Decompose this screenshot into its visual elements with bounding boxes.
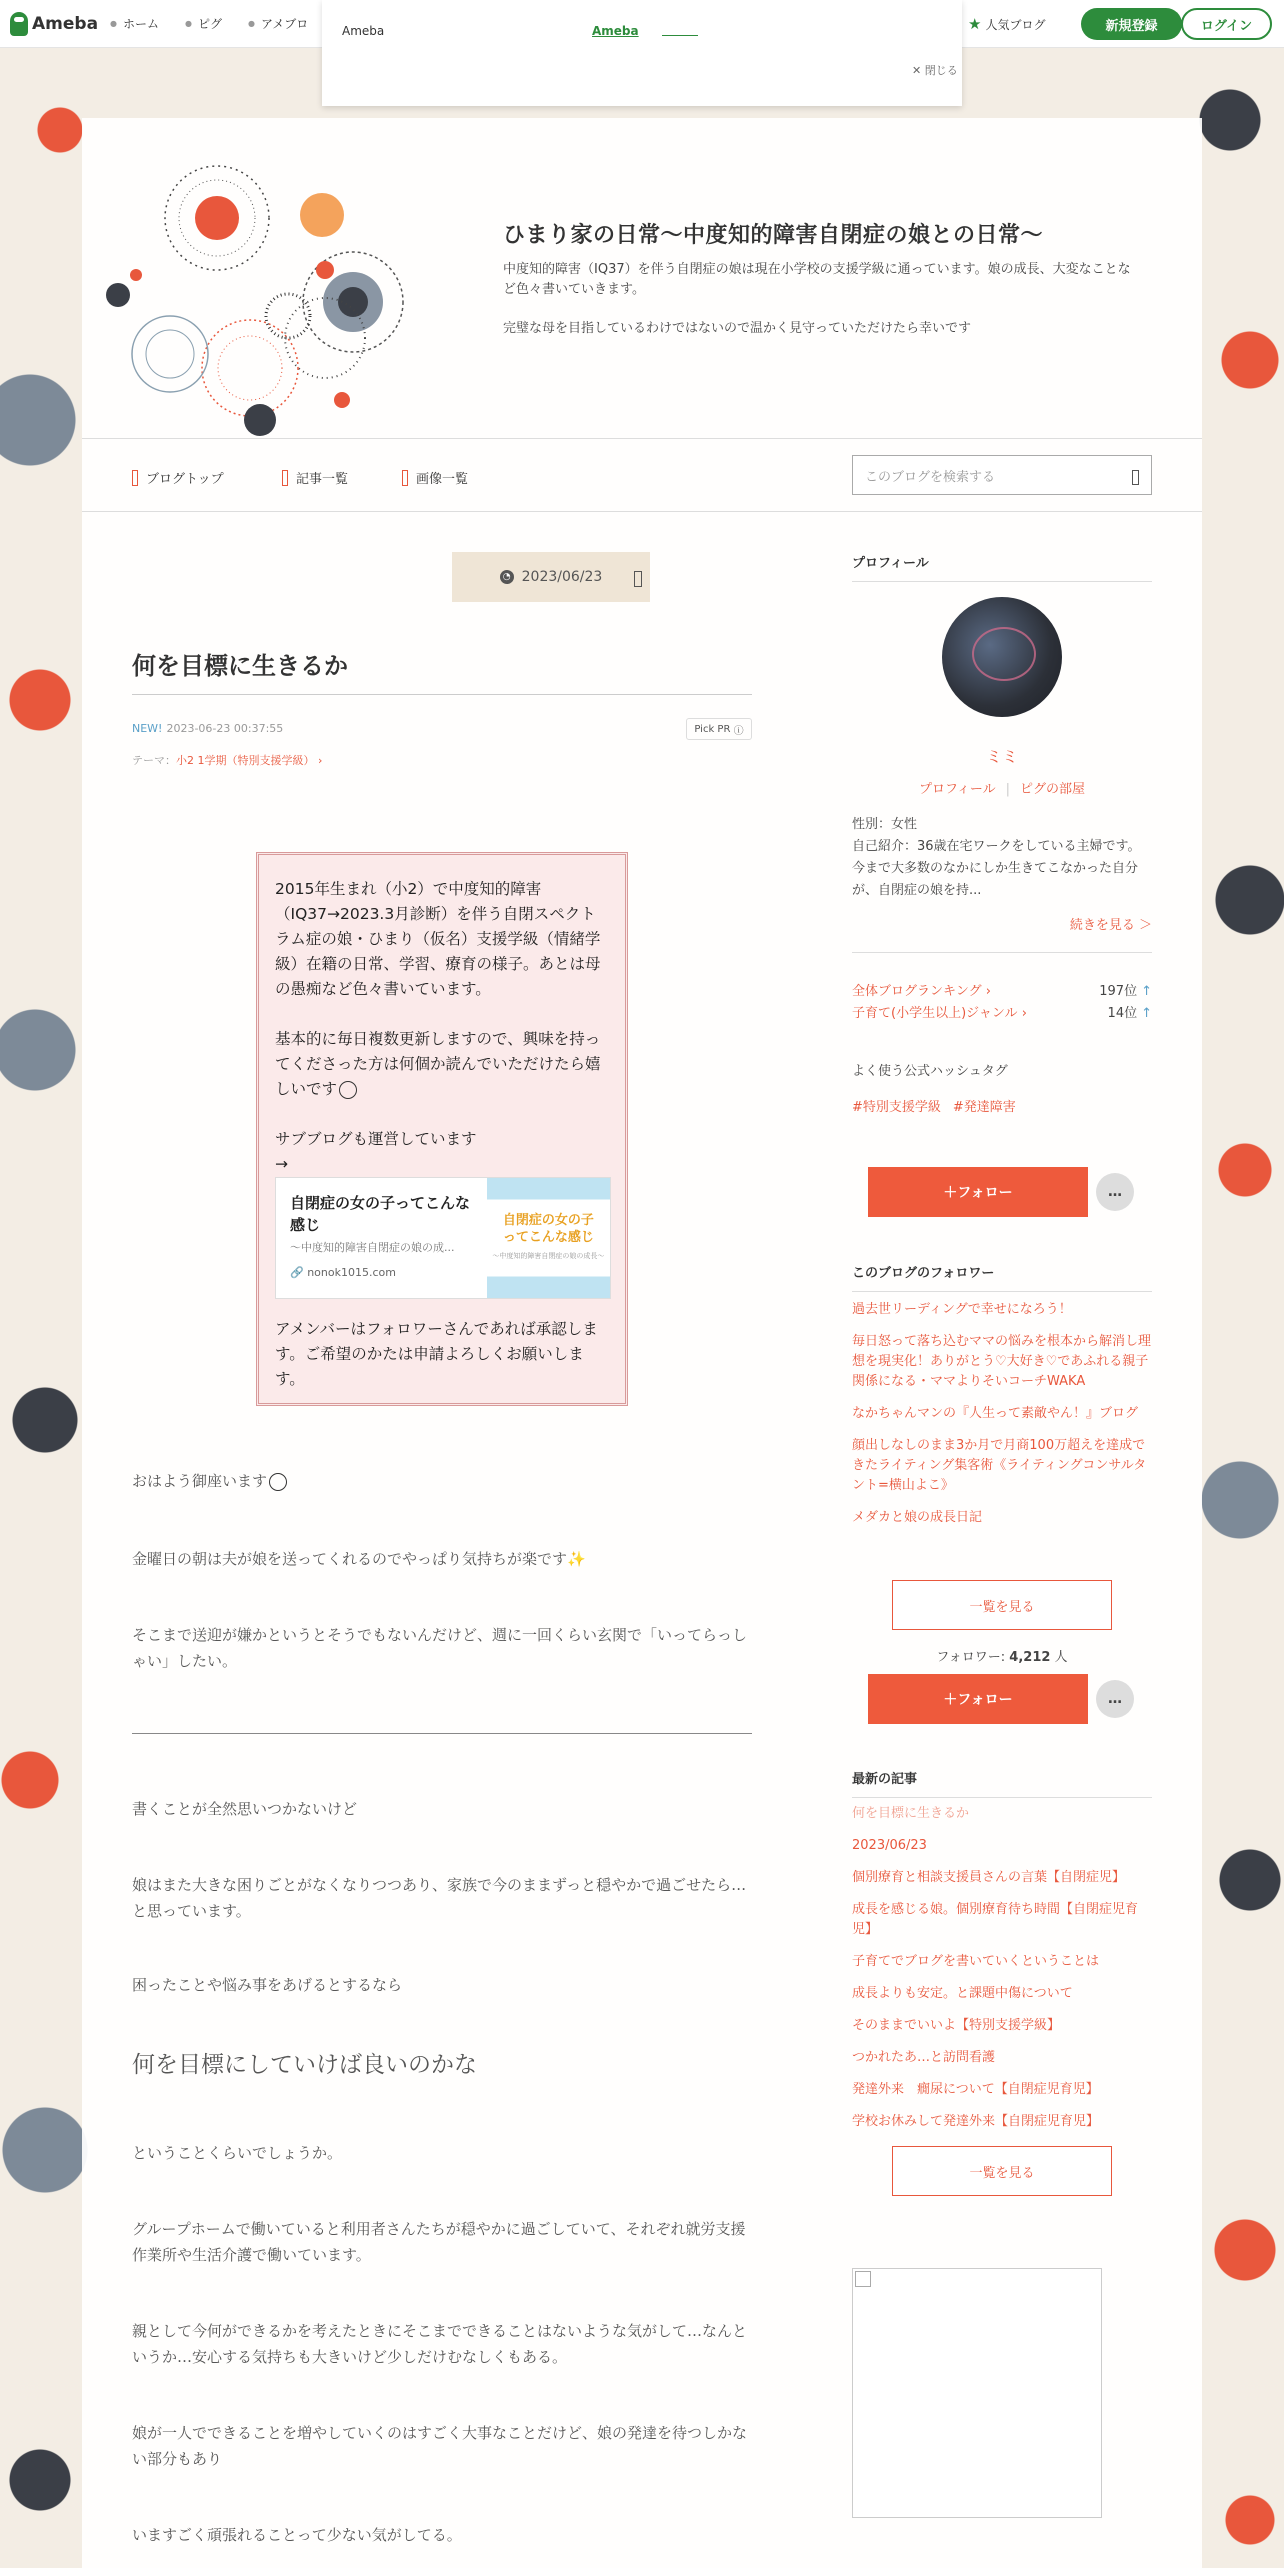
article-date: 2023/06/23 [521,569,603,585]
chevron-right-icon: › [318,754,323,767]
article-title[interactable]: 何を目標に生きるか [132,652,348,680]
card-site: 🔗 nonok1015.com [290,1266,396,1279]
ranking-label[interactable]: 全体ブログランキング › [852,984,991,999]
article-paragraph: いますごく頑張れることって少ない気がしてる。 [132,2526,462,2544]
latest-article-item[interactable]: 成長を感じる娘。個別療育待ち時間【自閉症児育児】 [852,1902,1139,1937]
profile-text [852,814,1152,902]
global-nav [110,15,334,32]
card-subtitle: 〜中度知的障害自閉症の娘の成... [290,1241,455,1254]
profile-more-link[interactable]: 続きを見る ＞ [1069,918,1152,933]
menu-icon [402,470,408,486]
ranking-label[interactable]: 子育て(小学生以上)ジャンル › [852,1006,1027,1021]
article-emphasis: 何を目標にしていけば良いのかな [132,2052,477,2078]
theme-label: テーマ： [132,754,176,767]
search-icon[interactable] [1132,470,1139,485]
follower-count: フォロワー: 4,212 人 [936,1650,1068,1665]
header-artwork [100,130,450,440]
ad-label: Ameba [342,24,385,38]
popular-blog-link[interactable]: ★ 人気ブログ [968,15,1046,33]
profile-nickname[interactable]: ミミ [985,747,1018,766]
star-icon: ★ [968,15,982,33]
sparkle-emoji-icon: ✨ [567,1550,586,1568]
blog-description-line-2: 完璧な母を目指しているわけではないので温かく見守っていただけたら幸いです [503,321,972,336]
arrow-up-icon: ↑ [1141,984,1152,999]
followers-list [852,1300,1152,1540]
menu-icon [132,470,138,486]
article-title-divider [132,694,752,695]
card-title: 自閉症の女の子ってこんな感じ [290,1194,471,1234]
nav-ameblo[interactable]: ● アメブロ [248,17,309,31]
blog-title[interactable]: ひまり家の日常〜中度知的障害自閉症の娘との日常〜 [503,223,1044,248]
search-placeholder: このブログを検索する [865,469,996,485]
ranking-value: 197位 ↑ [1099,984,1152,999]
article-paragraph: グループホームで働いていると利用者さんたちが穏やかに過ごしていて、それぞれ就労支援作業所や生活介護で働いています。 [132,2220,746,2264]
ranking-row[interactable] [852,980,1152,999]
see-all-articles-button[interactable]: 一覧を見る [892,2146,1112,2196]
nav-bullet-icon: ● [185,19,193,28]
latest-article-item[interactable]: つかれたあ…と訪問看護 [852,2050,996,2065]
link-divider: | [1005,782,1011,797]
article-timestamp: 2023-06-23 00:37:55 [166,722,284,735]
profile-link[interactable]: プロフィール [918,782,996,797]
article-date-box [452,552,650,602]
card-thumb-sub: 〜中度知的障害自閉症の娘の成長〜 [492,1251,605,1260]
ranking-value: 14位 ↑ [1107,1006,1152,1021]
profile-intro: 自己紹介：36歳在宅ワークをしている主婦です。今まで大多数のなかにしか生きてこなかった自分が、自閉症の娘を持... [852,839,1141,898]
ad-close-button[interactable]: ✕ 閉じる [912,64,958,77]
nav-home[interactable]: ● ホーム [110,17,160,31]
blog-description [503,260,1143,358]
follow-button[interactable]: ＋フォロー [868,1674,1088,1724]
latest-heading: 最新の記事 [852,1768,1152,1798]
theme-link[interactable]: 小2 1学期（特別支援学級） [176,754,315,767]
follower-item[interactable]: なかちゃんマンの『人生って素敵やん！』ブログ [852,1406,1139,1421]
sub-blog-link-card[interactable] [275,1177,611,1299]
follow-button[interactable]: ＋フォロー [868,1167,1088,1217]
nav-pig[interactable]: ● ピグ [185,17,223,31]
latest-article-item[interactable]: 学校お休みして発達外来【自閉症児育児】 [852,2114,1100,2129]
profile-heading: プロフィール [852,552,1152,582]
intro-text-1: 2015年生まれ（小2）で中度知的障害（IQ37→2023.3月診断）を伴う自閉スペクトラム症の娘・ひまり（仮名）支援学級（情緒学級）在籍の日常、学習、療育の様子。あとは母の愚痴など色々書いています。 [275,880,601,998]
decorative-circles [106,166,403,436]
latest-article-item[interactable]: 発達外来 癇尿について【自閉症児育児】 [852,2082,1099,2097]
register-button[interactable]: 新規登録 [1081,8,1182,40]
article-meta [132,722,283,735]
logo-text: Ameba [32,13,99,34]
article-paragraph: 娘が一人でできることを増やしていくのはすごく大事なことだけど、娘の発達を待つしかない部分もあり [132,2424,748,2468]
more-options-button[interactable]: … [1096,1680,1134,1718]
ameba-logo-icon [10,12,28,36]
latest-article-item[interactable]: 成長よりも安定。と課題中傷について [852,1986,1073,2001]
latest-articles-list [852,1804,1152,2144]
hashtag-list [852,1096,1028,1115]
latest-article-item[interactable]: 個別療育と相談支援員さんの言葉【自閉症児】 [852,1870,1126,1885]
intro-box [256,852,628,1406]
menu-icon [282,470,288,486]
follower-item[interactable]: メダカと娘の成長日記 [852,1510,983,1525]
hashtag-item[interactable]: #特別支援学級 [852,1100,941,1115]
profile-gender: 性別：女性 [852,817,918,832]
followers-heading: このブログのフォロワー [852,1262,1152,1292]
follower-item[interactable]: 過去世リーディングで幸せになろう！ [852,1302,1072,1317]
ad-link[interactable]: Ameba [592,24,639,38]
article-separator [132,1733,752,1734]
article-paragraph: おはよう御座います [132,1468,752,1494]
card-thumbnail [487,1178,610,1298]
article-paragraph: ということくらいでしょうか。 [132,2144,343,2162]
article-paragraph: 親として今何ができるかを考えたときにそこまでできることはないような気がして…なんというか…安心する気持ちも大きいけど少しだけむなしくもある。 [132,2322,748,2366]
card-thumb-line-1: 自閉症の女の子 [502,1212,594,1228]
blog-search-input[interactable] [852,455,1152,495]
arrow-up-icon: ↑ [1141,1006,1152,1021]
intro-text-3: サブブログも運営しています → [275,1130,477,1173]
latest-article-item[interactable]: そのままでいいよ【特別支援学級】 [852,2018,1061,2033]
card-thumb-line-2: ってこんな感じ [502,1229,594,1245]
smile-emoji-icon [269,1473,287,1491]
clock-icon: ◔ [500,570,514,584]
avatar[interactable] [942,597,1062,717]
new-badge: NEW! [132,722,163,735]
article-paragraph: 娘はまた大きな困りごとがなくなりつつあり、家族で今のままずっと穏やかで過ごせたら…と思っています。 [132,1876,747,1920]
article-paragraph: そこまで送迎が嫌かというとそうでもないんだけど、週に一回くらい玄関で「いってらっしゃい」したい。 [132,1626,748,1670]
profile-links [852,778,1152,797]
follower-item[interactable]: 毎日怒って落ち込むママの悩みを根本から解消し理想を現実化！ありがとう♡大好き♡であふれる親子関係になる・ママよりそいコーチWAKA [852,1334,1152,1389]
ranking-row[interactable] [852,1002,1152,1021]
header-divider [82,438,1202,439]
hashtag-heading: よく使う公式ハッシュタグ [852,1064,1008,1079]
intro-text-2: 基本的に毎日複数更新しますので、興味を持ってくださった方は何個か読んでいただけたら嬉しいです [275,1030,601,1098]
nav-bullet-icon: ● [248,19,256,28]
info-icon: ⓘ [733,725,744,737]
login-button[interactable]: ログイン [1181,8,1272,40]
latest-article-item[interactable]: 2023/06/23 [852,1838,927,1853]
latest-article-item[interactable]: 子育てでブログを書いていくということは [852,1954,1100,1969]
menu-image-list[interactable]: 画像一覧 [402,468,468,487]
ameba-logo[interactable] [10,12,98,36]
follower-item[interactable]: 顔出しなしのまま3か月で月商100万超えを達成できたライティング集客術《ライティングコンサルタント=横山よこ》 [852,1438,1147,1493]
see-all-followers-button[interactable]: 一覧を見る [892,1580,1112,1630]
more-options-button[interactable]: … [1096,1173,1134,1211]
article-theme [132,752,322,768]
hashtag-item[interactable]: #発達障害 [952,1100,1016,1115]
pick-pr-button[interactable]: Pick PR ⓘ [686,718,752,740]
ad-link-underline [662,24,698,36]
smile-emoji-icon [339,1081,357,1099]
latest-article-item[interactable]: 何を目標に生きるか [852,1806,970,1821]
card-text [276,1178,487,1298]
bookmark-icon[interactable] [634,571,642,587]
pig-room-link[interactable]: ピグの部屋 [1020,782,1086,797]
broken-image-placeholder [852,2268,1102,2518]
nav-bullet-icon: ● [110,19,118,28]
article-paragraph: 書くことが全然思いつかないけど [132,1800,358,1818]
menu-article-list[interactable]: 記事一覧 [282,468,348,487]
intro-text-4: アメンバーはフォロワーさんであれば承認します。ご希望のかたは申請よろしくお願いします。 [275,1320,598,1388]
menu-blog-top[interactable]: ブログトップ [132,468,224,487]
ranking-divider [852,952,1152,953]
blog-description-line-1: 中度知的障害（IQ37）を伴う自閉症の娘は現在小学校の支援学級に通っています。娘の成長、大変なことなど色々書いていきます。 [503,262,1131,297]
article-paragraph: 金曜日の朝は夫が娘を送ってくれるのでやっぱり気持ちが楽です✨ [132,1550,586,1568]
link-icon: 🔗 [290,1266,304,1279]
article-paragraph: 困ったことや悩み事をあげるとするなら [132,1976,403,1994]
ad-popup [322,0,962,106]
